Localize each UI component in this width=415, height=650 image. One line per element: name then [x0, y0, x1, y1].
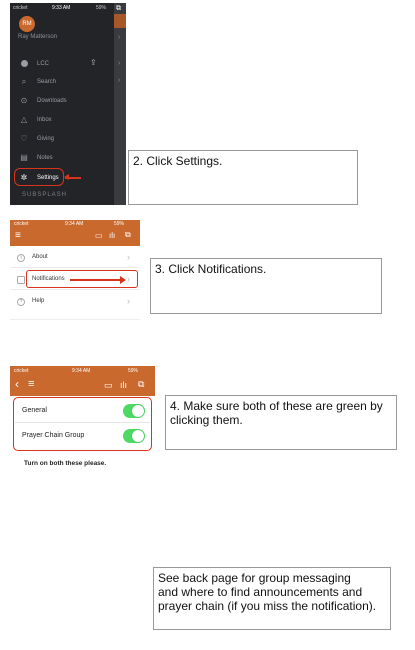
list-item-label: Help [32, 298, 45, 304]
red-arrow [70, 279, 120, 281]
back-page-note: See back page for group messaging and where to find announcements and prayer chain (if you miss the notification). [153, 567, 391, 630]
status-time: 9:34 AM [72, 368, 91, 374]
carrier-label: cricket [14, 221, 29, 227]
menu-item-notes[interactable] [10, 150, 114, 166]
menu-icon[interactable]: ≡ [15, 230, 21, 241]
settings-menu-screenshot [10, 3, 126, 205]
toggle-row-general [15, 399, 150, 423]
chat-icon[interactable]: ⧉ [138, 379, 145, 389]
menu-item-label: Inbox [37, 117, 52, 123]
header-bar [10, 366, 155, 396]
menu-item-inbox[interactable] [10, 112, 114, 128]
list-item-label: About [32, 254, 48, 260]
menu-item-label: Downloads [37, 98, 67, 104]
gear-icon: ✲ [20, 173, 28, 182]
chevron-right-icon: › [127, 296, 130, 306]
chevron-right-icon: › [118, 60, 121, 67]
caption: Turn on both these please. [24, 460, 107, 467]
avatar[interactable]: RM [19, 16, 35, 32]
carrier-label: cricket [14, 368, 29, 374]
arrow-head-icon [64, 174, 69, 180]
cast-icon[interactable]: ▭ [104, 380, 113, 390]
settings-list-screenshot [10, 220, 140, 320]
audio-icon[interactable]: ılı [120, 380, 128, 390]
menu-item-lcc[interactable] [10, 56, 114, 72]
menu-item-label: Notes [37, 155, 53, 161]
cast-icon[interactable]: ▭ [95, 231, 103, 240]
chevron-right-icon: › [127, 274, 130, 284]
settings-highlight [14, 168, 64, 186]
menu-icon[interactable]: ≡ [28, 378, 35, 390]
status-time: 9:34 AM [65, 221, 84, 227]
bell-icon: △ [20, 115, 28, 124]
chat-icon[interactable]: ⧉ [116, 5, 121, 12]
user-name: Ray Matterson [18, 34, 58, 40]
battery-label: 59% [96, 5, 107, 11]
menu-item-label: LCC [37, 61, 50, 67]
list-item-label: Notifications [32, 276, 65, 282]
list-item-help[interactable] [10, 292, 140, 312]
toggle-label: Prayer Chain Group [22, 432, 85, 439]
header-strip [114, 14, 126, 28]
chevron-right-icon: › [127, 252, 130, 262]
step-4-note: 4. Make sure both of these are green by clicking them. [165, 395, 397, 450]
audio-icon[interactable]: ılı [109, 231, 116, 240]
notifications-screenshot [10, 366, 155, 478]
chevron-right-icon: › [118, 77, 121, 84]
general-toggle[interactable] [123, 404, 145, 418]
menu-item-label: Search [37, 79, 57, 85]
battery-label: 59% [114, 221, 125, 227]
info-icon: i [17, 254, 25, 262]
menu-item-giving[interactable] [10, 131, 114, 147]
battery-label: 59% [128, 368, 139, 374]
search-icon: ⌕ [21, 77, 27, 86]
share-icon[interactable]: ⇪ [90, 58, 97, 67]
prayer-chain-toggle[interactable] [123, 429, 145, 443]
status-time: 9:33 AM [52, 5, 71, 11]
header-bar [10, 220, 140, 246]
toggle-label: General [22, 407, 47, 414]
menu-item-label: Giving [37, 136, 55, 142]
step-3-note: 3. Click Notifications. [150, 258, 382, 314]
menu-item-search[interactable] [10, 74, 114, 90]
footer-logo: SUBSPLASH [22, 192, 68, 198]
download-icon: ⊙ [20, 96, 28, 105]
list-item-about[interactable] [10, 248, 140, 268]
chat-icon[interactable]: ⧉ [125, 230, 131, 239]
notes-icon: ▤ [20, 153, 28, 162]
heart-icon: ♡ [20, 134, 28, 143]
background-content-strip [114, 3, 126, 205]
chevron-right-icon: › [118, 34, 121, 41]
menu-item-label: Settings [37, 175, 59, 181]
help-icon: ? [17, 298, 25, 306]
step-2-note: 2. Click Settings. [128, 150, 358, 205]
toggle-row-prayer-chain [15, 423, 150, 449]
menu-item-downloads[interactable] [10, 93, 114, 109]
notification-icon [17, 276, 25, 284]
circle-icon [20, 60, 28, 68]
status-bar [10, 3, 126, 14]
arrow-head-icon [120, 276, 126, 284]
back-icon[interactable]: ‹ [15, 377, 19, 391]
carrier-label: cricket [13, 5, 28, 11]
